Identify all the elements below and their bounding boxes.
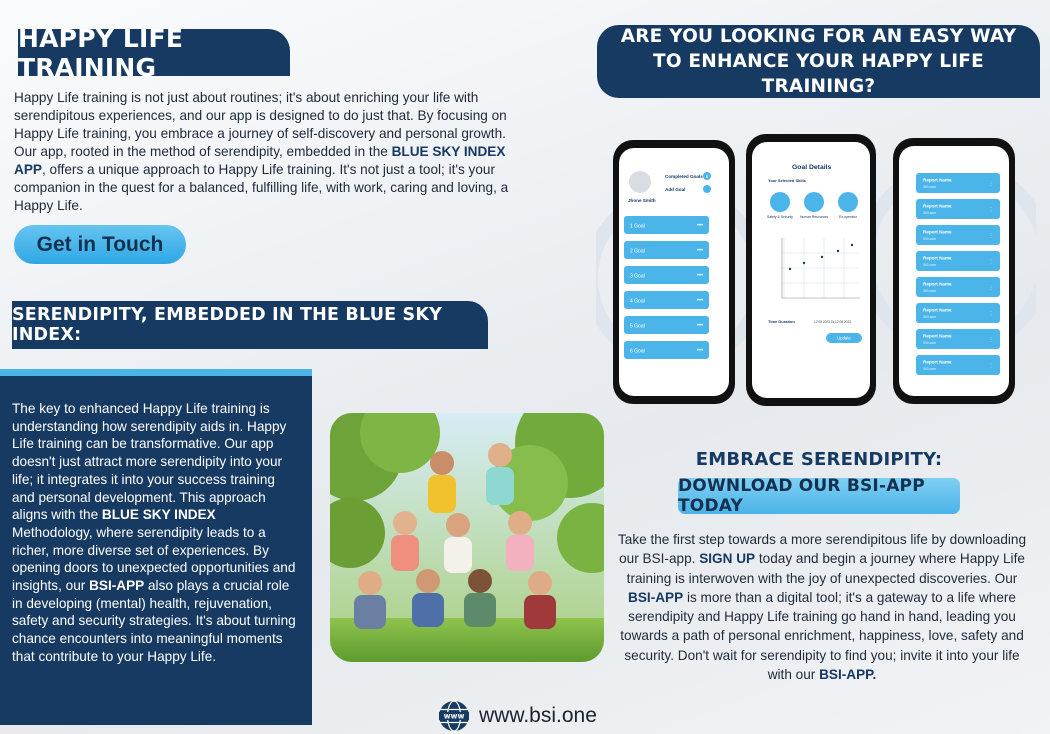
svg-text:Completed Goals: Completed Goals [665, 174, 703, 179]
blue-sky-index-app-highlight: BLUE SKY INDEX APP [14, 144, 506, 177]
goal-row [624, 266, 709, 284]
svg-text:Update: Update [837, 335, 851, 341]
embrace-heading: EMBRACE SERENDIPITY: [695, 449, 943, 470]
svg-text:000.com: 000.com [923, 211, 937, 215]
svg-text:000.com: 000.com [923, 341, 937, 345]
serendipity-section-title: SERENDIPITY, EMBEDDED IN THE BLUE SKY INDEX: [12, 301, 488, 349]
www-label: www [443, 711, 465, 721]
svg-text:•••: ••• [696, 273, 704, 279]
goal-label: 5 Goal [630, 323, 645, 330]
download-app-banner[interactable]: DOWNLOAD OUR BSI-APP TODAY [678, 478, 960, 514]
right-headline: ARE YOU LOOKING FOR AN EASY WAY TO ENHANCE YOUR HAPPY LIFE TRAINING? [597, 25, 1040, 98]
report-row [916, 173, 1000, 193]
report-row [916, 277, 1000, 297]
svg-text:000.com: 000.com [923, 263, 937, 267]
website-link[interactable]: www.bsi.one [479, 704, 597, 727]
svg-text:•••: ••• [696, 323, 704, 329]
goal-label: 4 Goal [630, 298, 645, 305]
report-row [916, 225, 1000, 245]
svg-text:Report Name: Report Name [923, 307, 952, 313]
goal-label: 6 Goal [630, 348, 645, 355]
phone-goals-list [613, 140, 735, 404]
svg-text:•••: ••• [696, 248, 704, 254]
svg-text:Report Name: Report Name [923, 333, 952, 339]
report-row [916, 199, 1000, 219]
goal-label: 2 Goal [630, 248, 645, 255]
svg-text:Time Duration: Time Duration [768, 319, 795, 324]
svg-text:Safety & Security: Safety & Security [766, 215, 794, 219]
svg-text:⋮: ⋮ [988, 311, 994, 317]
report-row [916, 355, 1000, 375]
svg-text:•••: ••• [696, 298, 704, 304]
svg-text:Report Name: Report Name [923, 281, 952, 287]
svg-text:⋮: ⋮ [988, 181, 994, 187]
goal-row [624, 241, 709, 259]
svg-text:000.com: 000.com [923, 315, 937, 319]
svg-text:000.com: 000.com [923, 237, 937, 241]
svg-text:⋮: ⋮ [988, 363, 994, 369]
svg-text:⋮: ⋮ [988, 259, 994, 265]
phone-reports-list [893, 138, 1015, 404]
svg-text:•••: ••• [696, 348, 704, 354]
svg-text:•••: ••• [696, 223, 704, 229]
svg-text:Ex-operator: Ex-operator [839, 215, 857, 219]
get-in-touch-button[interactable]: Get in Touch [14, 225, 186, 264]
serendipity-panel: The key to enhanced Happy Life training is understanding how serendipity aids in. Happy Life training can be transformative. Our app doesn't just attract more serendipity into your life; it integrates it into your success training and personal development. This approach aligns with the BLUE SKY INDEX Methodology, where serendipity leads to a richer, more diverse set of experiences. By opening doors to unexpected opportunities and insights, our BSI-APP also plays a crucial role in developing (mental) health, rejuvenation, safety and security strategies. It's about turning chance encounters into meaningful moments that contribute to your Happy Life. [0, 369, 312, 725]
svg-text:Report Name: Report Name [923, 255, 952, 261]
svg-text:⋮: ⋮ [988, 285, 994, 291]
report-row [916, 303, 1000, 323]
goal-details-title: Goal Details [792, 164, 832, 171]
goal-row [624, 316, 709, 334]
goal-label: 3 Goal [630, 273, 645, 280]
svg-text:000.com: 000.com [923, 367, 937, 371]
svg-text:000.com: 000.com [923, 185, 937, 189]
goal-row [624, 341, 709, 359]
svg-text:Report Name: Report Name [923, 359, 952, 365]
svg-text:⋮: ⋮ [988, 207, 994, 213]
svg-text:000.com: 000.com [923, 289, 937, 293]
goal-row [624, 291, 709, 309]
svg-text:Add Goal: Add Goal [665, 187, 686, 192]
goal-row [624, 216, 709, 234]
report-row [916, 251, 1000, 271]
svg-text:Report Name: Report Name [923, 229, 952, 235]
svg-text:Report Name: Report Name [923, 203, 952, 209]
website-row[interactable] [438, 700, 597, 732]
report-row [916, 329, 1000, 349]
svg-text:12.08.2023 To 12.08.2023: 12.08.2023 To 12.08.2023 [814, 320, 851, 324]
intro-paragraph: Happy Life training is not just about routines; it's about enriching your life with serendipitous experiences, and our app is designed to do just that. By focusing on Happy Life training, you embrace a journey of self-discovery and personal growth. Our app, rooted in the method of serendipity, embedded in the BLUE SKY INDEX APP, offers a unique approach to Happy Life training. It's not just a tool; it's your companion in the quest for a balanced, fulfilling life, with work, caring and loving, a Happy Life. [14, 90, 509, 213]
goal-label: 1 Goal [630, 223, 645, 230]
svg-text:⋮: ⋮ [988, 337, 994, 343]
download-paragraph: Take the first step towards a more serendipitous life by downloading our BSI-app. SIGN UP today and begin a journey where Happy Life training is interwoven with the joy of unexpected discoveries. Our BSI-APP is more than a digital tool; it's a gateway to a life where serendipity and Happy Life training go hand in hand, leading you towards a path of personal enrichment, happiness, love, safety and security. Don't wait for serendipity to find you; invite it into your life with our BSI-APP. [617, 532, 1027, 683]
app-phones-illustration [596, 118, 1036, 418]
svg-text:Report Name: Report Name [923, 177, 952, 183]
sign-up-link[interactable]: SIGN UP [699, 551, 756, 567]
user-name: Jhone Smith [628, 198, 656, 203]
happy-life-title: HAPPY LIFE TRAINING [18, 29, 290, 76]
svg-text:Human Resources: Human Resources [799, 215, 829, 219]
svg-text:⋮: ⋮ [988, 233, 994, 239]
svg-text:6: 6 [705, 173, 709, 179]
globe-icon [438, 700, 470, 732]
phone-goal-details [746, 134, 876, 406]
group-photo [330, 413, 604, 662]
svg-text:Your Selected Skills: Your Selected Skills [768, 178, 806, 183]
